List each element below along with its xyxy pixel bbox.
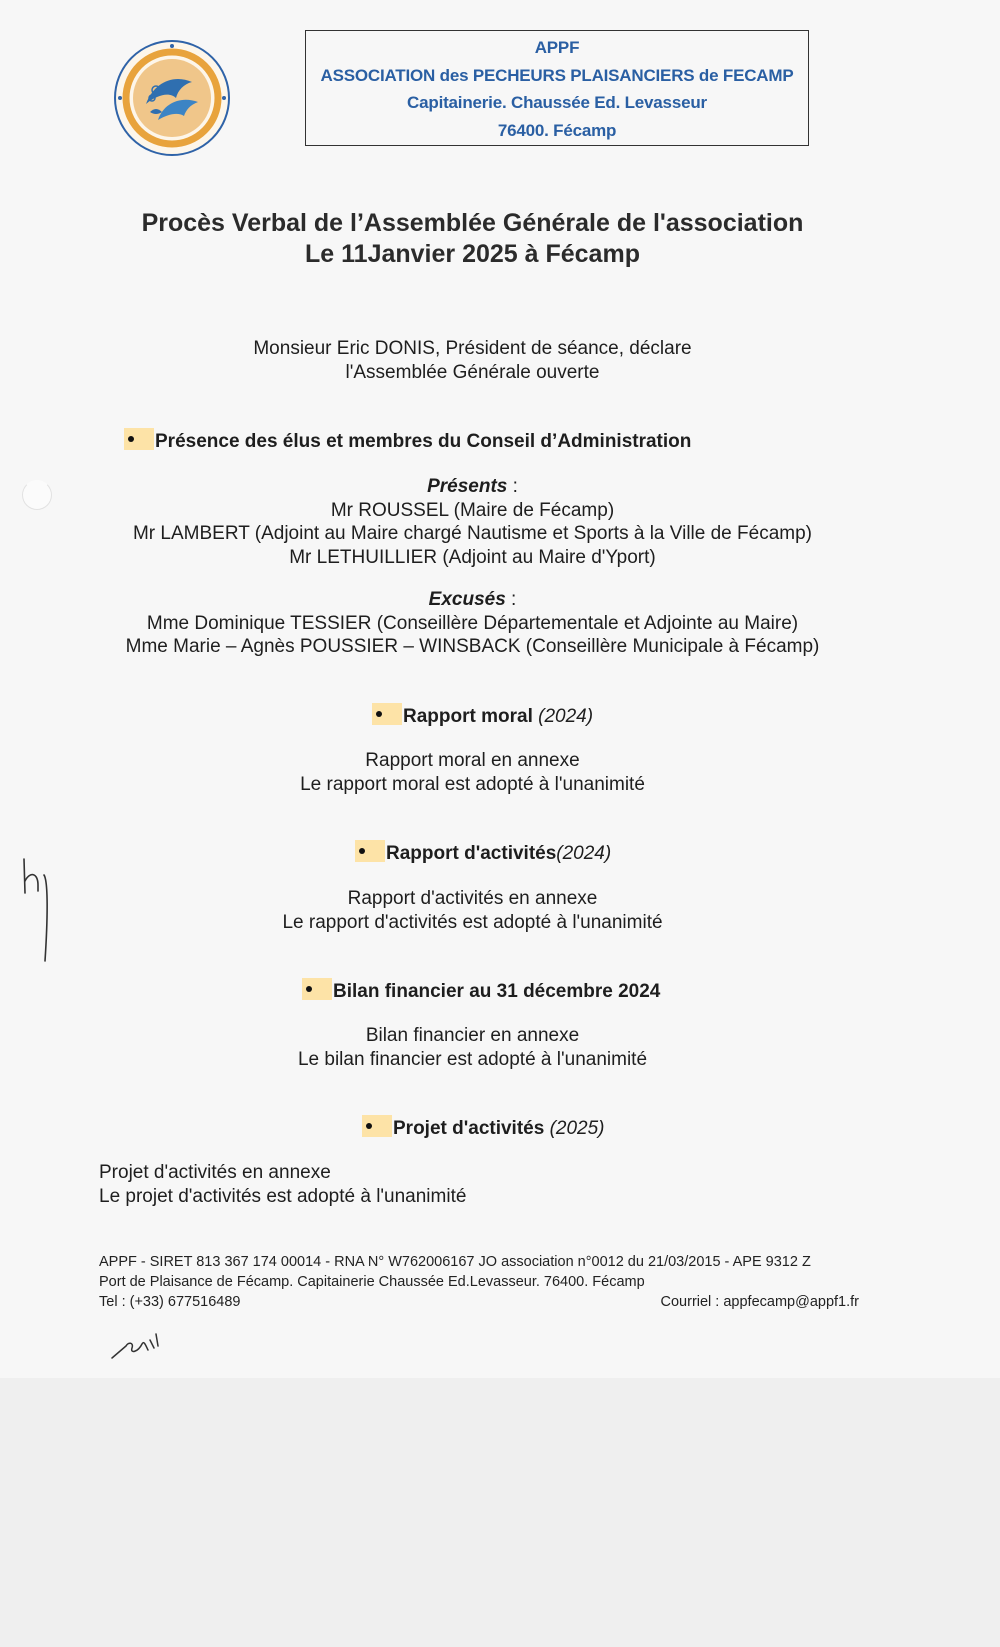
section-title: Rapport d'activités — [386, 843, 557, 864]
section-year: (2024) — [538, 706, 594, 727]
org-postal: 76400. Fécamp — [497, 120, 617, 140]
section-title: Bilan financier au 31 décembre 2024 — [333, 981, 661, 1002]
punch-hole — [22, 480, 52, 510]
section-moral-body — [0, 749, 945, 796]
org-abbrev: APPF — [534, 38, 580, 57]
opening-line-1: Monsieur Eric DONIS, Président de séance, déclare — [253, 338, 692, 359]
bullet-icon — [372, 703, 402, 725]
footer-email: Courriel : appfecamp@appf1.fr — [660, 1294, 859, 1310]
section-moral-heading — [372, 703, 593, 729]
section-line: Le bilan financier est adopté à l'unanimité — [297, 1048, 648, 1070]
section-line: Projet d'activités en annexe — [99, 1162, 331, 1183]
section-activities-heading — [355, 840, 611, 866]
document-title — [0, 208, 945, 270]
section-line: Rapport d'activités en annexe — [347, 888, 598, 909]
bullet-icon — [355, 840, 385, 862]
section-line: Le rapport moral est adopté à l'unanimité — [300, 773, 645, 795]
handwritten-margin-mark — [18, 855, 58, 965]
org-address: Capitainerie. Chaussée Ed. Levasseur — [407, 93, 707, 112]
footer — [99, 1252, 859, 1312]
section-line: Rapport moral en annexe — [365, 750, 580, 771]
presents-label: Présents — [427, 476, 508, 497]
present-member: Mr LETHUILLIER (Adjoint au Maire d'Yport) — [289, 546, 656, 568]
excused-label: Excusés — [428, 589, 506, 610]
footer-phone: Tel : (+33) 677516489 — [99, 1294, 241, 1310]
title-line-1: Procès Verbal de l’Assemblée Générale de l'association — [141, 209, 804, 237]
title-line-2: Le 11Janvier 2025 à Fécamp — [305, 240, 640, 268]
presence-heading — [124, 428, 691, 454]
section-title: Projet d'activités — [393, 1118, 545, 1139]
org-name: ASSOCIATION des PECHEURS PLAISANCIERS de FECAMP — [320, 65, 794, 85]
bullet-icon — [302, 978, 332, 1000]
section-year: (2024) — [556, 843, 612, 864]
excused-member: Mme Marie – Agnès POUSSIER – WINSBACK (Conseillère Municipale à Fécamp) — [125, 636, 820, 657]
handwritten-initials — [110, 1328, 170, 1364]
section-line: Le rapport d'activités est adopté à l'unanimité — [282, 911, 663, 933]
association-logo — [112, 38, 232, 158]
footer-legal: APPF - SIRET 813 367 174 00014 - RNA N° W762006167 JO association n°0012 du 21/03/2015 - APE 9312 Z — [99, 1254, 811, 1270]
section-line: Le projet d'activités est adopté à l'unanimité — [99, 1185, 467, 1207]
section-year: (2025) — [549, 1118, 605, 1139]
presence-heading-text: Présence des élus et membres du Conseil d’Administration — [155, 431, 692, 452]
opening-line-2: l'Assemblée Générale ouverte — [345, 361, 600, 383]
section-line: Bilan financier en annexe — [365, 1025, 580, 1046]
bullet-icon — [362, 1115, 392, 1137]
bullet-icon — [124, 428, 154, 450]
section-project-body — [99, 1161, 466, 1208]
excused-block: Excusés : Mme Dominique TESSIER (Conseillère Départementale et Adjointe au Maire) Mme Marie – Agnès POUSSIER – WINSBACK (Conseillère Municipale à Fécamp) — [0, 588, 945, 659]
footer-address: Port de Plaisance de Fécamp. Capitainerie Chaussée Ed.Levasseur. 76400. Fécamp — [99, 1274, 645, 1290]
section-title: Rapport moral — [403, 706, 533, 727]
excused-member: Mme Dominique TESSIER (Conseillère Départementale et Adjointe au Maire) — [146, 612, 799, 634]
opening-statement — [0, 337, 945, 384]
section-activities-body — [0, 887, 945, 934]
present-member: Mr LAMBERT (Adjoint au Maire chargé Nautisme et Sports à la Ville de Fécamp) — [132, 523, 812, 544]
header-box — [305, 30, 809, 146]
section-project-heading — [362, 1115, 605, 1141]
present-member: Mr ROUSSEL (Maire de Fécamp) — [330, 499, 615, 521]
section-financial-heading — [302, 978, 660, 1004]
presents-block: Présents : Mr ROUSSEL (Maire de Fécamp) Mr LAMBERT (Adjoint au Maire chargé Nautisme et Sports à la Ville de Fécamp) Mr LETHUILLIER (Adjoint au Maire d'Yport) — [0, 475, 945, 569]
section-financial-body — [0, 1024, 945, 1071]
scan-background — [0, 1378, 1000, 1647]
